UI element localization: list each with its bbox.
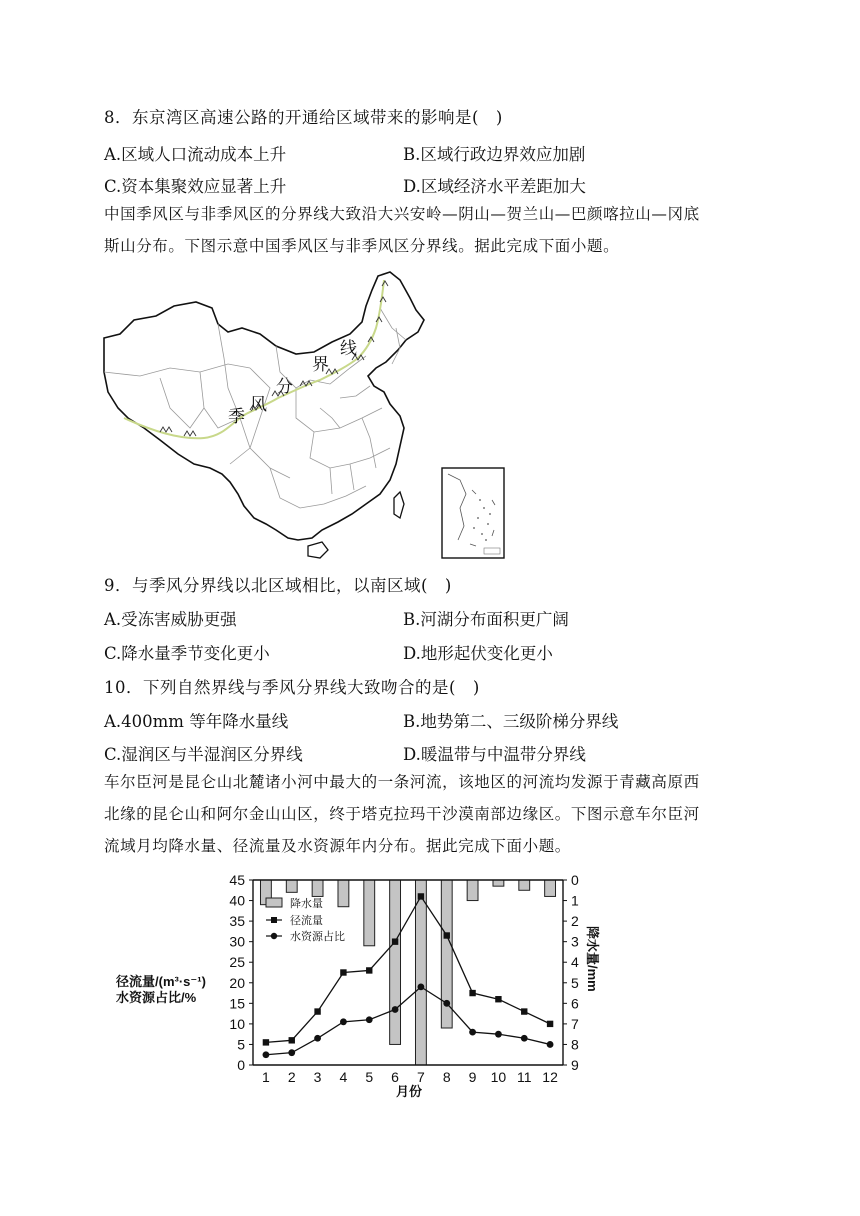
runoff-point xyxy=(314,1008,320,1014)
precip-bar xyxy=(312,880,323,896)
water-share-point xyxy=(263,1051,270,1058)
intro-paragraph-1 xyxy=(104,198,752,262)
left-tick-label: 5 xyxy=(237,1036,245,1053)
right-tick-label: 6 xyxy=(571,995,579,1012)
hainan-island xyxy=(308,542,328,558)
water-share-point xyxy=(495,1031,502,1038)
runoff-point xyxy=(263,1039,269,1045)
map-label-fen: 分 xyxy=(276,377,293,396)
right-tick-label: 2 xyxy=(571,913,579,930)
intro-2-line-1: 车尔臣河是昆仑山北麓诸小河中最大的一条河流，该地区的河流均发源于青藏高原西 xyxy=(104,773,700,791)
x-tick-label: 11 xyxy=(516,1069,532,1085)
x-tick-label: 7 xyxy=(417,1069,425,1085)
q8-option-d: D.区域经济水平差距加大 xyxy=(403,177,586,196)
x-tick-label: 2 xyxy=(287,1069,296,1085)
water-share-point xyxy=(469,1029,476,1036)
south-china-sea-inset xyxy=(442,468,504,558)
right-tick-label: 5 xyxy=(571,974,579,991)
precip-bar xyxy=(467,880,478,901)
legend-marker-share xyxy=(271,933,277,939)
precip-bar xyxy=(338,880,349,907)
precip-bar xyxy=(286,880,297,892)
q9-option-d: D.地形起伏变化更小 xyxy=(403,644,553,663)
right-tick-label: 0 xyxy=(571,872,579,888)
legend-label-share: 水资源占比 xyxy=(290,931,345,943)
runoff-point xyxy=(392,938,398,944)
water-share-point xyxy=(443,1000,450,1007)
q10-option-a: A.400mm 等年降水量线 xyxy=(104,712,289,731)
runoff-point xyxy=(469,990,475,996)
x-tick-label: 5 xyxy=(365,1069,374,1085)
precip-bar xyxy=(493,880,504,886)
left-tick-label: 10 xyxy=(229,1015,245,1032)
runoff-point xyxy=(521,1008,527,1014)
right-tick-label: 4 xyxy=(571,954,579,971)
water-share-point xyxy=(521,1035,528,1042)
ylabel-left-line-2: 水资源占比/% xyxy=(116,990,197,1005)
water-share-point xyxy=(288,1049,295,1056)
precip-bar xyxy=(545,880,556,896)
left-tick-label: 0 xyxy=(237,1057,245,1073)
x-tick-label: 1 xyxy=(262,1069,270,1085)
x-tick-label: 6 xyxy=(391,1069,399,1085)
chart-legend xyxy=(266,896,345,943)
precip-bar xyxy=(390,880,401,1044)
precip-bar xyxy=(415,880,426,1065)
left-tick-label: 15 xyxy=(229,995,245,1012)
legend-label-precip: 降水量 xyxy=(290,898,323,910)
map-label-feng: 风 xyxy=(250,395,267,414)
precip-bar xyxy=(519,880,530,890)
water-share-point xyxy=(418,983,425,990)
question-9-stem: 9．与季风分界线以北区域相比，以南区域( ) xyxy=(104,576,452,595)
right-tick-label: 8 xyxy=(571,1036,579,1053)
river-flow-chart xyxy=(108,866,628,1106)
question-10-stem: 10．下列自然界线与季风分界线大致吻合的是( ) xyxy=(104,678,480,697)
runoff-point xyxy=(495,996,501,1002)
runoff-point xyxy=(289,1037,295,1043)
chart-svg xyxy=(108,866,628,1106)
runoff-point xyxy=(547,1021,553,1027)
china-monsoon-boundary-map xyxy=(100,268,512,564)
x-tick-label: 12 xyxy=(542,1069,558,1085)
right-tick-label: 1 xyxy=(571,892,579,909)
x-tick-label: 9 xyxy=(468,1069,477,1085)
right-tick-label: 9 xyxy=(571,1057,579,1073)
runoff-point xyxy=(366,967,372,973)
intro-2-line-2: 北缘的昆仑山和阿尔金山山区，终于塔克拉玛干沙漠南部边缘区。下图示意车尔臣河 xyxy=(104,805,700,823)
runoff-point xyxy=(340,969,346,975)
right-tick-label: 7 xyxy=(571,1015,579,1032)
legend-marker-runoff xyxy=(271,917,277,923)
x-tick-label: 10 xyxy=(490,1069,507,1085)
water-share-point xyxy=(547,1041,554,1048)
taiwan-island xyxy=(394,492,404,518)
x-tick-label: 8 xyxy=(442,1069,451,1085)
water-share-point xyxy=(392,1006,399,1013)
q10-option-b: B.地势第二、三级阶梯分界线 xyxy=(403,712,619,731)
left-tick-label: 25 xyxy=(229,954,245,971)
q8-option-b: B.区域行政边界效应加剧 xyxy=(403,145,586,164)
intro-1-line-2: 斯山分布。下图示意中国季风区与非季风区分界线。据此完成下面小题。 xyxy=(104,237,620,255)
water-share-point xyxy=(366,1016,373,1023)
left-tick-label: 45 xyxy=(229,872,245,888)
ylabel-left-line-1: 径流量/(m³·s⁻¹) xyxy=(116,974,206,989)
map-label-ji: 季 xyxy=(228,407,245,426)
legend-label-runoff: 径流量 xyxy=(290,915,323,927)
map-label-jie: 界 xyxy=(312,355,329,374)
x-tick-label: 3 xyxy=(313,1069,322,1085)
q10-option-c: C.湿润区与半湿润区分界线 xyxy=(104,745,303,764)
left-tick-label: 35 xyxy=(229,913,245,930)
ylabel-right: 降水量/mm xyxy=(585,926,600,992)
runoff-point xyxy=(418,893,424,899)
water-share-point xyxy=(314,1035,321,1042)
water-share-point xyxy=(340,1018,347,1025)
q9-option-a: A.受冻害威胁更强 xyxy=(104,610,237,629)
map-svg xyxy=(100,268,512,564)
xlabel: 月份 xyxy=(396,1084,423,1099)
right-tick-label: 3 xyxy=(571,933,579,950)
precip-bar xyxy=(364,880,375,946)
left-tick-label: 30 xyxy=(229,933,245,950)
q10-option-d: D.暖温带与中温带分界线 xyxy=(403,745,586,764)
q9-option-c: C.降水量季节变化更小 xyxy=(104,644,270,663)
x-tick-label: 4 xyxy=(339,1069,348,1085)
left-tick-label: 40 xyxy=(229,892,245,909)
map-label-xian: 线 xyxy=(340,339,357,358)
q8-option-a: A.区域人口流动成本上升 xyxy=(104,145,287,164)
intro-1-line-1: 中国季风区与非季风区的分界线大致沿大兴安岭—阴山—贺兰山—巴颜喀拉山—冈底 xyxy=(104,205,700,223)
legend-swatch-precip xyxy=(266,898,282,907)
runoff-point xyxy=(444,932,450,938)
q9-option-b: B.河湖分布面积更广阔 xyxy=(403,610,569,629)
left-tick-label: 20 xyxy=(229,974,245,991)
q8-option-c: C.资本集聚效应显著上升 xyxy=(104,177,287,196)
intro-paragraph-2 xyxy=(104,766,752,862)
question-8-stem: 8．东京湾区高速公路的开通给区域带来的影响是( ) xyxy=(104,108,503,127)
intro-2-line-3: 流域月均降水量、径流量及水资源年内分布。据此完成下面小题。 xyxy=(104,837,571,855)
